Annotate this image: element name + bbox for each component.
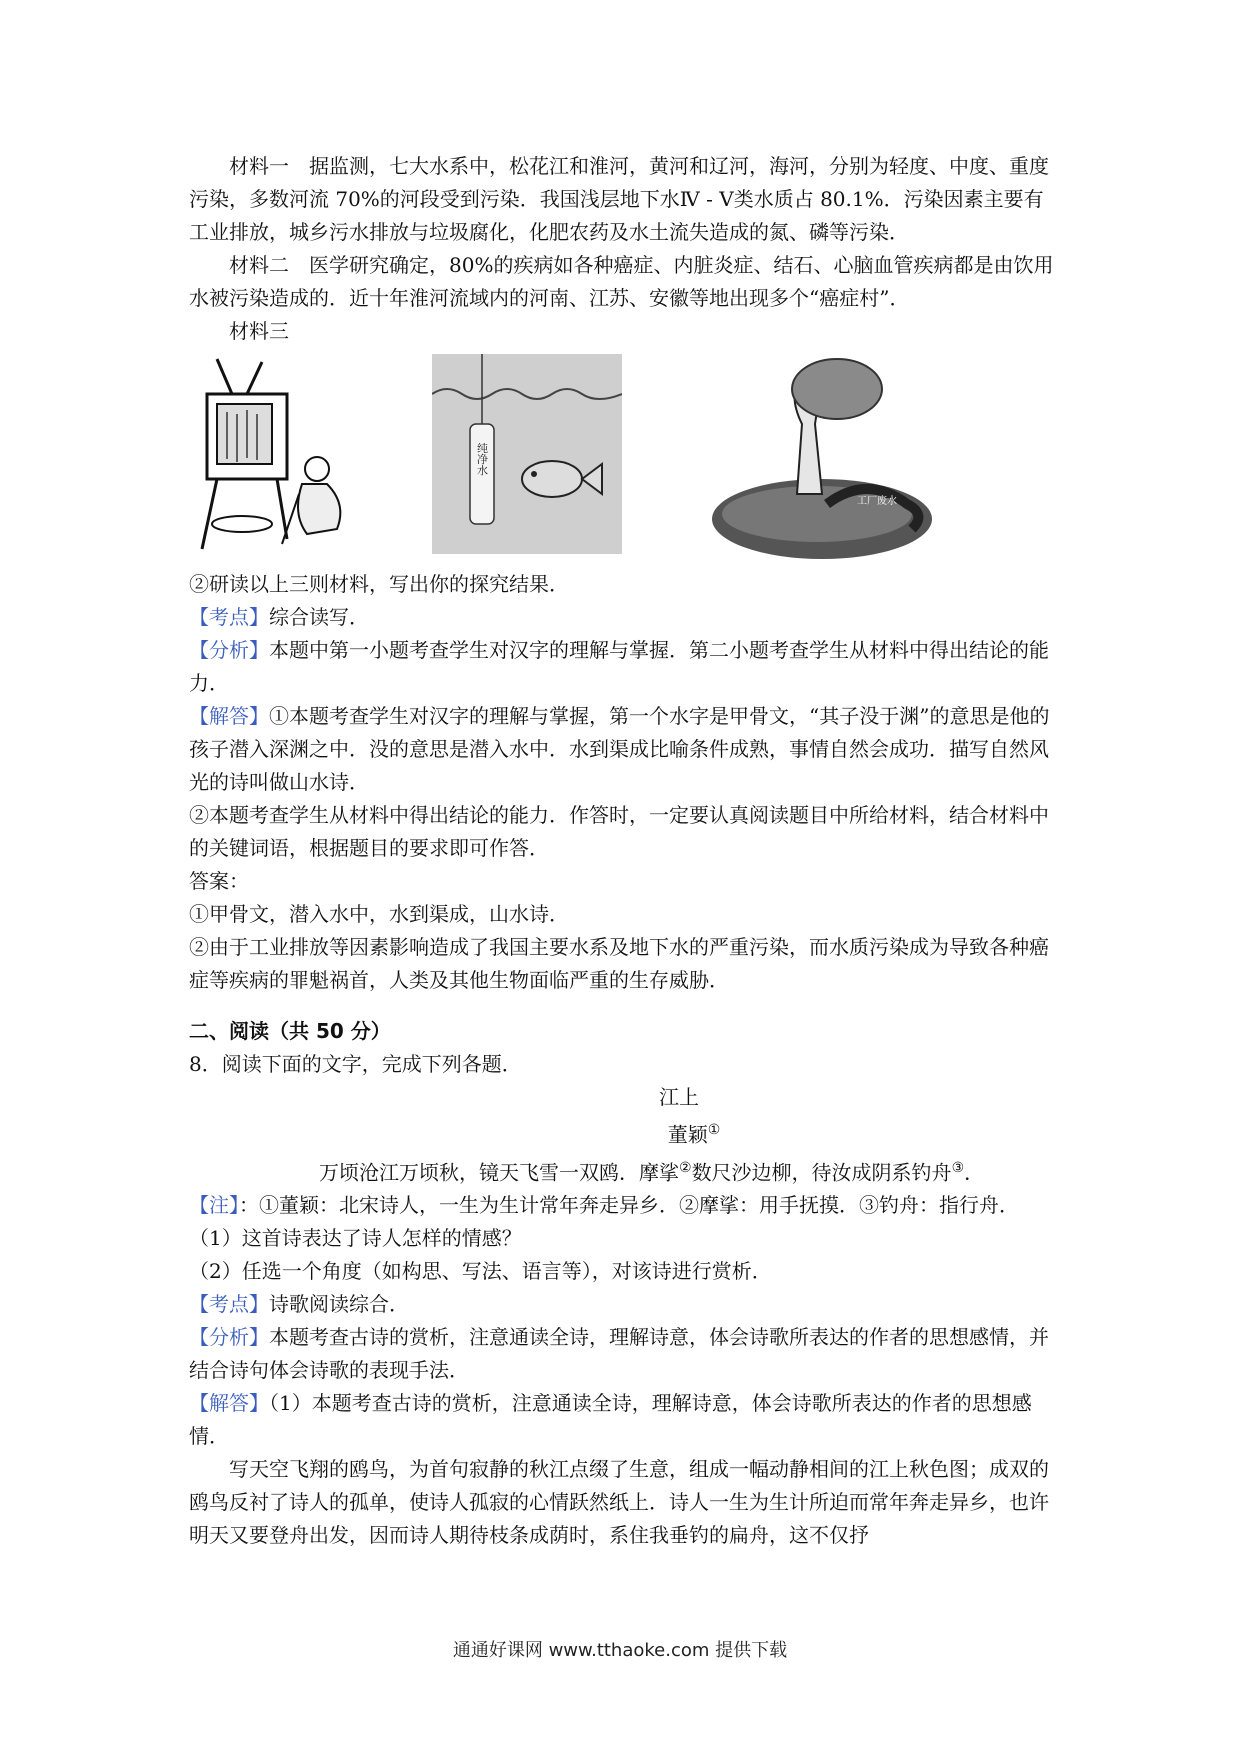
q1-answer-2: ②由于工业排放等因素影响造成了我国主要水系及地下水的严重污染，而水质污染成为导致各种癌症等疾病的罪魁祸首，人类及其他生物面临严重的生存威胁． [189, 935, 1049, 992]
kaodian-tag-2: 【考点】 [189, 1292, 269, 1317]
poem-author-name: 董颖 [667, 1122, 708, 1147]
poem-line-end: ． [964, 1160, 985, 1185]
q1-fenxi [189, 634, 1059, 700]
q1-answer-label: 答案： [189, 869, 249, 893]
poem-title: 江上 [659, 1085, 699, 1109]
q1-fenxi-text: 本题中第一小题考查学生对汉字的理解与掌握．第二小题考查学生从材料中得出结论的能力． [189, 638, 1049, 695]
jieda-tag: 【解答】 [189, 704, 269, 728]
q1-question: ②研读以上三则材料，写出你的探究结果． [189, 572, 569, 596]
q8-kaodian [189, 1288, 1059, 1321]
poem-line [319, 1152, 1059, 1190]
document-content [189, 150, 1059, 1552]
q8-part-2: （2）任选一个角度（如构思、写法、语言等），对该诗进行赏析． [189, 1259, 772, 1284]
material-1-paragraph [189, 150, 1059, 249]
poem-author [329, 1114, 1059, 1152]
q8-jieda [189, 1387, 1059, 1453]
q8-kaodian-text: 诗歌阅读综合． [269, 1292, 409, 1317]
page-footer: 通通好课网 www.tthaoke.com 提供下载 [452, 1640, 788, 1661]
fenxi-tag: 【分析】 [189, 638, 269, 662]
poem-mark-2: ② [679, 1159, 692, 1176]
tv-cartoon-image [187, 354, 355, 552]
q8-analysis-paragraph: 写天空飞翔的鸥鸟，为首句寂静的秋江点缀了生意，组成一幅动静相间的江上秋色图；成双的鸥鸟反衬了诗人的孤单，使诗人孤寂的心情跃然纸上．诗人一生为生计所迫而常年奔走异乡，也许明天又要登舟出发，因而诗人期待枝条成荫时，系住我垂钓的扁舟，这不仅抒 [189, 1457, 1049, 1548]
q8-jieda-text: （1）本题考查古诗的赏析，注意通读全诗，理解诗意，体会诗歌所表达的作者的思想感情． [189, 1391, 1032, 1449]
poem-note [189, 1189, 1059, 1222]
kaodian-tag: 【考点】 [189, 605, 269, 629]
material-2-paragraph [189, 249, 1059, 315]
poem-line-part-1: 万顷沧江万顷秋，镜天飞雪一双鸥．摩挲 [319, 1160, 679, 1185]
poem-line-part-2: 数尺沙边柳，待汝成阴系钓舟 [691, 1160, 952, 1185]
q1-kaodian [189, 601, 1059, 634]
q8-fenxi [189, 1321, 1059, 1387]
jieda-tag-2: 【解答】 [189, 1391, 269, 1416]
q1-kaodian-text: 综合读写． [269, 605, 369, 629]
bottle-label: 纯净水 [475, 442, 489, 476]
q1-answer-1: ①甲骨文，潜入水中，水到渠成，山水诗． [189, 902, 569, 926]
fish-bottle-image [432, 354, 622, 554]
q8-fenxi-text: 本题考查古诗的赏析，注意通读全诗，理解诗意，体会诗歌所表达的作者的思想感情，并结合诗句体会诗歌的表现手法． [189, 1325, 1049, 1383]
material-3-label: 材料三 [229, 319, 289, 343]
poem-author-mark: ① [707, 1122, 721, 1138]
section-2-title: 二、阅读（共 50 分） [189, 1019, 391, 1043]
note-text: ：①董颖：北宋诗人，一生为生计常年奔走异乡．②摩挲：用手抚摸．③钓舟：指行舟． [239, 1193, 1019, 1218]
question-8: 8．阅读下面的文字，完成下列各题． [189, 1052, 522, 1076]
q8-part-1: （1）这首诗表达了诗人怎样的情感？ [189, 1226, 522, 1251]
material-1-label: 材料一 [229, 154, 289, 178]
material-1-text: 据监测，七大水系中，松花江和淮河，黄河和辽河，海河，分别为轻度、中度、重度污染，多数河流 70%的河段受到污染．我国浅层地下水Ⅳ - Ⅴ类水质占 80.1%．污染因素主要有工业排放，城乡污水排放与垃圾腐化，化肥农药及水土流失造成的氮、磷等污染． [189, 154, 1049, 244]
material-2-text: 医学研究确定，80%的疾病如各种癌症、内脏炎症、结石、心脑血管疾病都是由饮用水被污染造成的．近十年淮河流域内的河南、江苏、安徽等地出现多个“癌症村”． [189, 253, 1054, 310]
q1-jieda-text-1: ①本题考查学生对汉字的理解与掌握，第一个水字是甲骨文，“其子没于渊”的意思是他的孩子潜入深渊之中．没的意思是潜入水中．水到渠成比喻条件成熟，事情自然会成功．描写自然风光的诗叫做山水诗． [189, 704, 1050, 794]
poem-mark-3: ③ [951, 1159, 965, 1176]
note-tag: 【注】 [189, 1193, 239, 1218]
q1-jieda-1 [189, 700, 1059, 799]
q1-jieda-2: ②本题考查学生从材料中得出结论的能力．作答时，一定要认真阅读题目中所给材料，结合材料中的关键词语，根据题目的要求即可作答． [189, 803, 1049, 860]
material-3-images [187, 354, 1059, 564]
dying-tree-image [707, 354, 937, 564]
fenxi-tag-2: 【分析】 [189, 1325, 269, 1350]
material-2-label: 材料二 [229, 253, 289, 277]
factory-waste-label: 工厂废水 [857, 496, 897, 507]
